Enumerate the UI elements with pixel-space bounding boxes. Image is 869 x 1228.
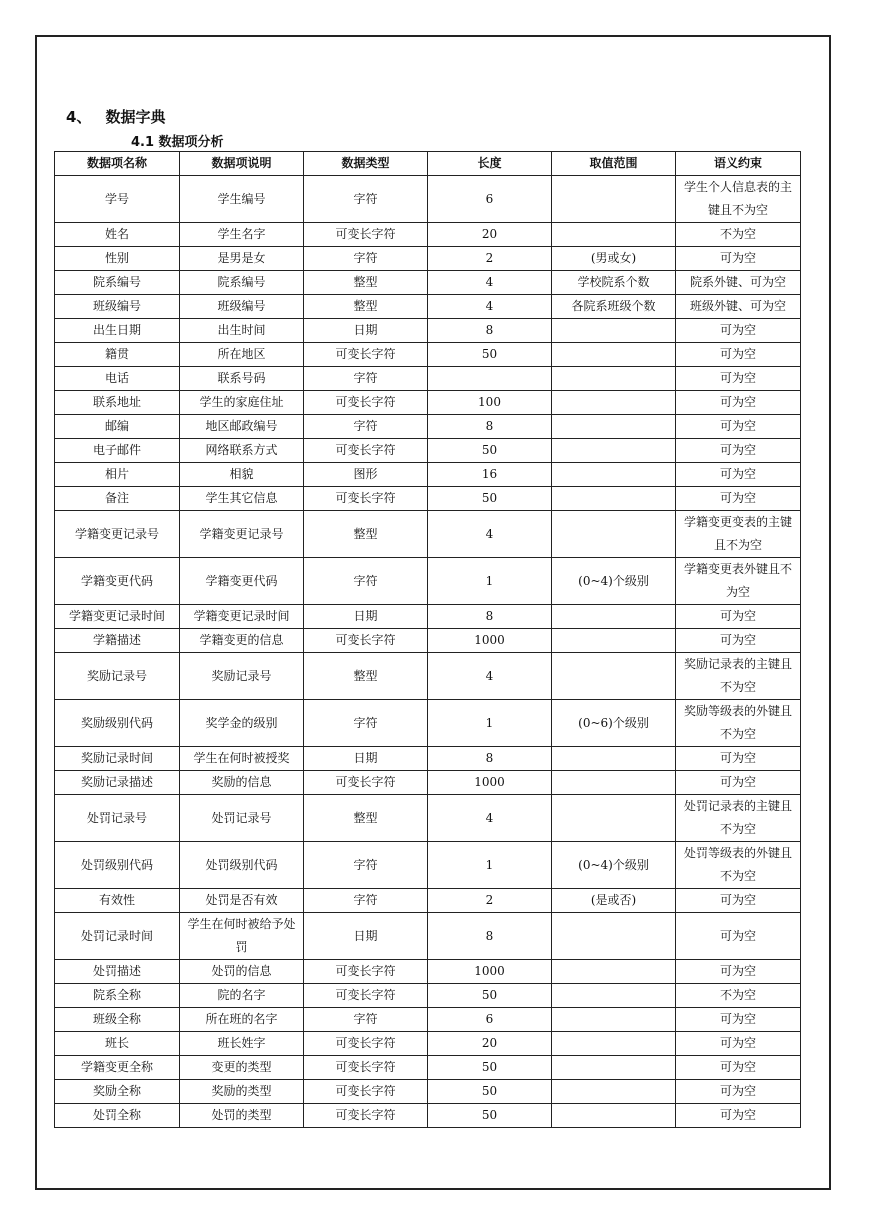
cell-data-type: 字符 — [304, 247, 428, 271]
cell-constraint: 学籍变更表外键且不为空 — [676, 558, 801, 605]
column-header-range: 取值范围 — [552, 152, 676, 176]
cell-length: 4 — [428, 511, 552, 558]
cell-data-type: 字符 — [304, 367, 428, 391]
cell-constraint: 班级外键、可为空 — [676, 295, 801, 319]
cell-length: 6 — [428, 1008, 552, 1032]
cell-constraint: 可为空 — [676, 747, 801, 771]
cell-length: 50 — [428, 487, 552, 511]
cell-length: 50 — [428, 1080, 552, 1104]
cell-data-type: 字符 — [304, 415, 428, 439]
cell-item-description: 地区邮政编号 — [180, 415, 304, 439]
cell-data-type: 可变长字符 — [304, 391, 428, 415]
cell-value-range: (男或女) — [552, 247, 676, 271]
cell-constraint: 奖励记录表的主键且不为空 — [676, 653, 801, 700]
cell-item-description: 奖学金的级别 — [180, 700, 304, 747]
cell-length: 4 — [428, 271, 552, 295]
cell-data-type: 字符 — [304, 842, 428, 889]
cell-item-description: 学生编号 — [180, 176, 304, 223]
cell-item-description: 学生其它信息 — [180, 487, 304, 511]
cell-data-type: 字符 — [304, 1008, 428, 1032]
cell-item-description: 网络联系方式 — [180, 439, 304, 463]
table-row — [55, 319, 801, 343]
table-row — [55, 700, 801, 747]
cell-item-description: 院系编号 — [180, 271, 304, 295]
cell-data-type: 整型 — [304, 295, 428, 319]
cell-length: 8 — [428, 747, 552, 771]
column-header-name: 数据项名称 — [55, 152, 180, 176]
cell-value-range: (0~4)个级别 — [552, 558, 676, 605]
cell-length: 1000 — [428, 771, 552, 795]
cell-data-type: 整型 — [304, 653, 428, 700]
cell-item-name: 邮编 — [55, 415, 180, 439]
cell-value-range — [552, 511, 676, 558]
cell-item-name: 学籍变更记录时间 — [55, 605, 180, 629]
cell-constraint: 可为空 — [676, 415, 801, 439]
cell-length: 16 — [428, 463, 552, 487]
cell-data-type: 可变长字符 — [304, 960, 428, 984]
cell-length: 50 — [428, 439, 552, 463]
cell-item-description: 学籍变更代码 — [180, 558, 304, 605]
table-row — [55, 439, 801, 463]
cell-length: 1 — [428, 700, 552, 747]
cell-value-range — [552, 653, 676, 700]
cell-item-description: 奖励记录号 — [180, 653, 304, 700]
cell-length: 8 — [428, 319, 552, 343]
cell-length: 50 — [428, 1104, 552, 1128]
table-row — [55, 176, 801, 223]
cell-data-type: 整型 — [304, 271, 428, 295]
cell-constraint: 处罚记录表的主键且不为空 — [676, 795, 801, 842]
cell-length: 50 — [428, 984, 552, 1008]
cell-item-name: 院系全称 — [55, 984, 180, 1008]
cell-item-description: 所在地区 — [180, 343, 304, 367]
table-row — [55, 842, 801, 889]
cell-item-name: 学号 — [55, 176, 180, 223]
cell-item-name: 学籍描述 — [55, 629, 180, 653]
cell-length: 8 — [428, 415, 552, 439]
cell-constraint: 可为空 — [676, 487, 801, 511]
cell-value-range: 各院系班级个数 — [552, 295, 676, 319]
cell-item-description: 变更的类型 — [180, 1056, 304, 1080]
cell-value-range — [552, 771, 676, 795]
cell-constraint: 可为空 — [676, 1056, 801, 1080]
cell-item-description: 学生名字 — [180, 223, 304, 247]
column-header-type: 数据类型 — [304, 152, 428, 176]
cell-constraint: 可为空 — [676, 247, 801, 271]
cell-item-description: 学生在何时被给予处罚 — [180, 913, 304, 960]
cell-data-type: 整型 — [304, 511, 428, 558]
cell-item-name: 奖励全称 — [55, 1080, 180, 1104]
table-row — [55, 960, 801, 984]
cell-value-range — [552, 1104, 676, 1128]
section-number: 4、 — [66, 108, 92, 126]
cell-data-type: 可变长字符 — [304, 223, 428, 247]
cell-item-name: 学籍变更全称 — [55, 1056, 180, 1080]
cell-length: 6 — [428, 176, 552, 223]
cell-constraint: 可为空 — [676, 629, 801, 653]
cell-value-range — [552, 415, 676, 439]
cell-item-name: 奖励记录号 — [55, 653, 180, 700]
table-row — [55, 415, 801, 439]
cell-item-description: 是男是女 — [180, 247, 304, 271]
cell-data-type: 可变长字符 — [304, 343, 428, 367]
cell-constraint: 可为空 — [676, 439, 801, 463]
cell-item-name: 处罚描述 — [55, 960, 180, 984]
table-row — [55, 391, 801, 415]
column-header-length: 长度 — [428, 152, 552, 176]
table-row — [55, 1104, 801, 1128]
table-row — [55, 271, 801, 295]
cell-item-name: 学籍变更记录号 — [55, 511, 180, 558]
cell-value-range — [552, 176, 676, 223]
cell-item-name: 出生日期 — [55, 319, 180, 343]
table-row — [55, 1056, 801, 1080]
cell-constraint: 可为空 — [676, 889, 801, 913]
cell-value-range: (0~6)个级别 — [552, 700, 676, 747]
cell-item-name: 电话 — [55, 367, 180, 391]
table-row — [55, 1008, 801, 1032]
cell-item-name: 备注 — [55, 487, 180, 511]
cell-constraint: 可为空 — [676, 1080, 801, 1104]
table-row — [55, 1080, 801, 1104]
table-row — [55, 463, 801, 487]
cell-item-name: 奖励记录描述 — [55, 771, 180, 795]
cell-constraint: 不为空 — [676, 984, 801, 1008]
cell-data-type: 可变长字符 — [304, 439, 428, 463]
cell-data-type: 日期 — [304, 605, 428, 629]
cell-item-description: 学籍变更的信息 — [180, 629, 304, 653]
cell-item-name: 处罚全称 — [55, 1104, 180, 1128]
subsection-heading: 4.1 数据项分析 — [131, 135, 224, 150]
cell-length: 4 — [428, 295, 552, 319]
cell-data-type: 字符 — [304, 558, 428, 605]
cell-constraint: 可为空 — [676, 463, 801, 487]
table-row — [55, 889, 801, 913]
cell-data-type: 图形 — [304, 463, 428, 487]
cell-value-range — [552, 629, 676, 653]
cell-item-name: 电子邮件 — [55, 439, 180, 463]
cell-item-description: 处罚的类型 — [180, 1104, 304, 1128]
cell-item-description: 相貌 — [180, 463, 304, 487]
cell-data-type: 字符 — [304, 176, 428, 223]
cell-item-description: 处罚记录号 — [180, 795, 304, 842]
cell-length: 1000 — [428, 960, 552, 984]
cell-item-name: 姓名 — [55, 223, 180, 247]
cell-item-name: 籍贯 — [55, 343, 180, 367]
cell-length: 4 — [428, 653, 552, 700]
cell-value-range: (0~4)个级别 — [552, 842, 676, 889]
cell-length: 1000 — [428, 629, 552, 653]
cell-item-name: 班级编号 — [55, 295, 180, 319]
cell-constraint: 可为空 — [676, 1032, 801, 1056]
column-header-constraint: 语义约束 — [676, 152, 801, 176]
cell-item-name: 学籍变更代码 — [55, 558, 180, 605]
cell-item-name: 相片 — [55, 463, 180, 487]
cell-data-type: 字符 — [304, 889, 428, 913]
cell-value-range — [552, 1080, 676, 1104]
cell-value-range — [552, 1056, 676, 1080]
cell-value-range — [552, 487, 676, 511]
table-row — [55, 747, 801, 771]
cell-value-range — [552, 367, 676, 391]
cell-constraint: 不为空 — [676, 223, 801, 247]
cell-length: 20 — [428, 223, 552, 247]
cell-length: 1 — [428, 842, 552, 889]
cell-constraint: 学生个人信息表的主键且不为空 — [676, 176, 801, 223]
cell-value-range — [552, 913, 676, 960]
cell-length — [428, 367, 552, 391]
cell-constraint: 奖励等级表的外键且不为空 — [676, 700, 801, 747]
cell-length: 50 — [428, 1056, 552, 1080]
cell-length: 50 — [428, 343, 552, 367]
table-row — [55, 771, 801, 795]
cell-length: 8 — [428, 605, 552, 629]
cell-data-type: 日期 — [304, 747, 428, 771]
cell-value-range — [552, 439, 676, 463]
cell-item-name: 有效性 — [55, 889, 180, 913]
cell-item-description: 处罚是否有效 — [180, 889, 304, 913]
cell-value-range — [552, 960, 676, 984]
cell-data-type: 可变长字符 — [304, 1104, 428, 1128]
cell-value-range — [552, 1032, 676, 1056]
cell-data-type: 可变长字符 — [304, 771, 428, 795]
table-header-row — [55, 152, 801, 176]
cell-item-description: 所在班的名字 — [180, 1008, 304, 1032]
table-row — [55, 367, 801, 391]
cell-length: 1 — [428, 558, 552, 605]
cell-data-type: 可变长字符 — [304, 1056, 428, 1080]
cell-constraint: 院系外键、可为空 — [676, 271, 801, 295]
table-row — [55, 795, 801, 842]
cell-value-range — [552, 795, 676, 842]
cell-data-type: 可变长字符 — [304, 1080, 428, 1104]
cell-item-name: 奖励级别代码 — [55, 700, 180, 747]
cell-item-description: 院的名字 — [180, 984, 304, 1008]
cell-item-description: 学籍变更记录时间 — [180, 605, 304, 629]
column-header-description: 数据项说明 — [180, 152, 304, 176]
cell-value-range — [552, 343, 676, 367]
cell-data-type: 可变长字符 — [304, 1032, 428, 1056]
cell-constraint: 可为空 — [676, 960, 801, 984]
table-row — [55, 511, 801, 558]
cell-item-description: 学生的家庭住址 — [180, 391, 304, 415]
table-body — [55, 176, 801, 1128]
cell-data-type: 日期 — [304, 319, 428, 343]
cell-item-name: 班级全称 — [55, 1008, 180, 1032]
cell-constraint: 可为空 — [676, 391, 801, 415]
table-row — [55, 558, 801, 605]
cell-item-name: 奖励记录时间 — [55, 747, 180, 771]
cell-item-description: 班长姓字 — [180, 1032, 304, 1056]
cell-constraint: 可为空 — [676, 1104, 801, 1128]
cell-data-type: 可变长字符 — [304, 487, 428, 511]
table-row — [55, 295, 801, 319]
data-dictionary-table — [54, 151, 801, 1128]
cell-item-name: 班长 — [55, 1032, 180, 1056]
table-row — [55, 1032, 801, 1056]
cell-item-name: 联系地址 — [55, 391, 180, 415]
table-row — [55, 653, 801, 700]
cell-item-description: 班级编号 — [180, 295, 304, 319]
cell-value-range: (是或否) — [552, 889, 676, 913]
cell-constraint: 可为空 — [676, 319, 801, 343]
cell-value-range — [552, 391, 676, 415]
cell-value-range: 学校院系个数 — [552, 271, 676, 295]
cell-data-type: 可变长字符 — [304, 629, 428, 653]
cell-value-range — [552, 984, 676, 1008]
cell-value-range — [552, 463, 676, 487]
cell-constraint: 可为空 — [676, 913, 801, 960]
cell-constraint: 可为空 — [676, 343, 801, 367]
cell-data-type: 日期 — [304, 913, 428, 960]
cell-constraint: 可为空 — [676, 605, 801, 629]
cell-item-description: 奖励的信息 — [180, 771, 304, 795]
cell-item-description: 学生在何时被授奖 — [180, 747, 304, 771]
cell-constraint: 可为空 — [676, 1008, 801, 1032]
cell-constraint: 学籍变更变表的主键且不为空 — [676, 511, 801, 558]
cell-length: 2 — [428, 889, 552, 913]
table-row — [55, 343, 801, 367]
cell-constraint: 处罚等级表的外键且不为空 — [676, 842, 801, 889]
cell-item-description: 联系号码 — [180, 367, 304, 391]
cell-item-name: 处罚记录时间 — [55, 913, 180, 960]
cell-value-range — [552, 605, 676, 629]
cell-value-range — [552, 747, 676, 771]
table-row — [55, 913, 801, 960]
cell-item-name: 性别 — [55, 247, 180, 271]
cell-item-description: 出生时间 — [180, 319, 304, 343]
table-row — [55, 984, 801, 1008]
cell-item-description: 处罚级别代码 — [180, 842, 304, 889]
cell-data-type: 整型 — [304, 795, 428, 842]
section-heading — [66, 106, 165, 127]
cell-item-description: 学籍变更记录号 — [180, 511, 304, 558]
cell-item-description: 奖励的类型 — [180, 1080, 304, 1104]
section-title: 数据字典 — [105, 108, 166, 126]
cell-length: 4 — [428, 795, 552, 842]
cell-item-name: 处罚记录号 — [55, 795, 180, 842]
cell-length: 100 — [428, 391, 552, 415]
cell-length: 20 — [428, 1032, 552, 1056]
table-row — [55, 629, 801, 653]
cell-value-range — [552, 223, 676, 247]
cell-constraint: 可为空 — [676, 771, 801, 795]
table-row — [55, 247, 801, 271]
cell-data-type: 字符 — [304, 700, 428, 747]
table-row — [55, 223, 801, 247]
cell-data-type: 可变长字符 — [304, 984, 428, 1008]
cell-value-range — [552, 1008, 676, 1032]
cell-item-name: 院系编号 — [55, 271, 180, 295]
cell-length: 8 — [428, 913, 552, 960]
cell-item-name: 处罚级别代码 — [55, 842, 180, 889]
cell-constraint: 可为空 — [676, 367, 801, 391]
table-row — [55, 605, 801, 629]
cell-item-description: 处罚的信息 — [180, 960, 304, 984]
cell-length: 2 — [428, 247, 552, 271]
cell-value-range — [552, 319, 676, 343]
table-row — [55, 487, 801, 511]
